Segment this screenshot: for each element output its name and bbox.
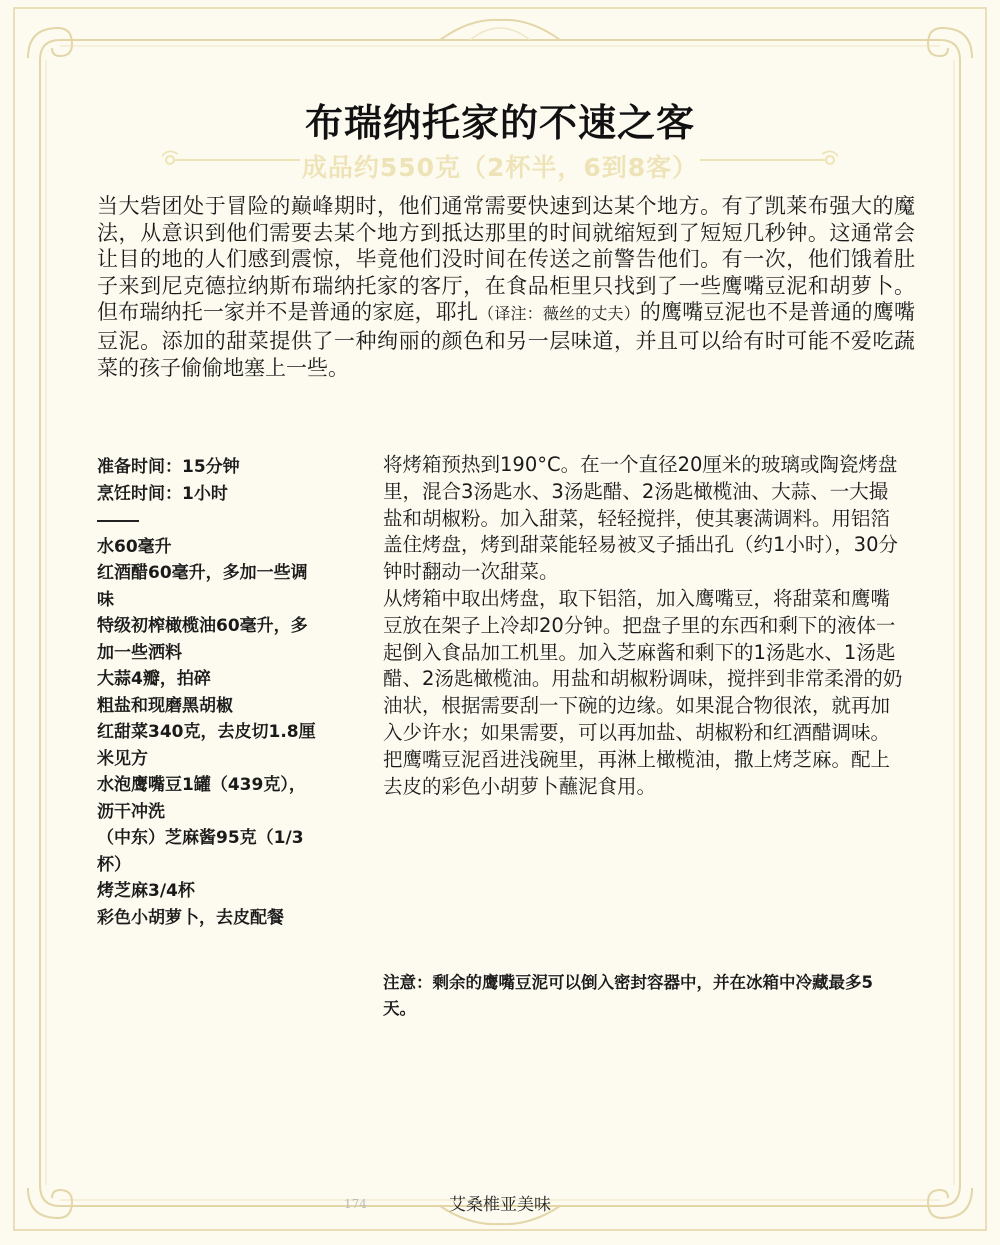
- prep-time: 准备时间：15分钟: [97, 457, 240, 477]
- intro-paragraph: [97, 193, 915, 381]
- instruction-step: 将烤箱预热到190°C。在一个直径20厘米的玻璃或陶瓷烤盘里，混合3汤匙水、3汤匙醋、2汤匙橄榄油、大蒜、一大撮盐和胡椒粉。加入甜菜，轻轻搅拌，使其裹满调料。用铝箔盖住烤盘，烤到甜菜能轻易被叉子插出孔（约1小时），30分钟时翻动一次甜菜。: [383, 453, 898, 584]
- book-title: 艾桑椎亚美味: [449, 1195, 551, 1215]
- cook-time: 烹饪时间：1小时: [97, 483, 228, 504]
- ingredient-item: 烤芝麻3/4杯: [97, 881, 195, 901]
- ingredient-item: 彩色小胡萝卜，去皮配餐: [97, 907, 284, 928]
- storage-note: 注意：剩余的鹰嘴豆泥可以倒入密封容器中，并在冰箱中冷藏最多5天。: [383, 973, 873, 1018]
- instructions-column: [383, 452, 903, 800]
- ingredient-item: （中东）芝麻酱95克（1/3杯）: [97, 828, 304, 875]
- ingredient-item: 粗盐和现磨黑胡椒: [97, 695, 233, 716]
- ingredient-item: 水泡鹰嘴豆1罐（439克），沥干冲洗: [97, 775, 306, 822]
- intro-text-before-note: 当大砦团处于冒险的巅峰期时，他们通常需要快速到达某个地方。有了凯莱布强大的魔法，从意识到他们需要去某个地方到抵达那里的时间就缩短到了短短几秒钟。这通常会让目的地的人们感到震惊，毕竟他们没时间在传送之前警告他们。有一次，他们饿着肚子来到尼克德拉纳斯布瑞纳托家的客厅，在食品柜里只找到了一些鹰嘴豆泥和胡萝卜。但布瑞纳托一家并不是普通的家庭，耶扎: [97, 194, 915, 325]
- ingredients-column: [97, 454, 317, 931]
- page-number: 174: [344, 1197, 367, 1211]
- ingredient-item: 特级初榨橄榄油60毫升，多加一些洒料: [97, 616, 308, 663]
- translator-note: （译注：薇丝的丈夫）: [478, 304, 640, 324]
- ingredient-item: 红酒醋60毫升，多加一些调味: [97, 563, 308, 610]
- recipe-title: 布瑞纳托家的不速之客: [304, 100, 695, 145]
- instruction-step: 把鹰嘴豆泥舀进浅碗里，再淋上橄榄油，撒上烤芝麻。配上去皮的彩色小胡萝卜蘸泥食用。: [383, 747, 891, 798]
- ingredient-item: 大蒜4瓣，拍碎: [97, 669, 211, 689]
- ingredient-item: 水60毫升: [97, 536, 172, 557]
- divider: [97, 507, 139, 534]
- ingredient-item: 红甜菜340克，去皮切1.8厘米见方: [97, 722, 316, 769]
- intro-text-after-note: 的鹰嘴豆泥也不是普通的鹰嘴豆泥。添加的甜菜提供了一种绚丽的颜色和另一层味道，并且可以给有时可能不爱吃蔬菜的孩子偷偷地塞上一些。: [97, 300, 916, 380]
- instruction-step: 从烤箱中取出烤盘，取下铝箔，加入鹰嘴豆，将甜菜和鹰嘴豆放在架子上冷却20分钟。把盘子里的东西和剩下的液体一起倒入食品加工机里。加入芝麻酱和剩下的1汤匙水、1汤匙醋、2汤匙橄榄油。用盐和胡椒粉调味，搅拌到非常柔滑的奶油状，根据需要刮一下碗的边缘。如果混合物很浓，就再加入少许水；如果需要，可以再加盐、胡椒粉和红酒醋调味。: [383, 586, 903, 744]
- recipe-yield: 成品约550克（2杯半，6到8客）: [301, 153, 699, 182]
